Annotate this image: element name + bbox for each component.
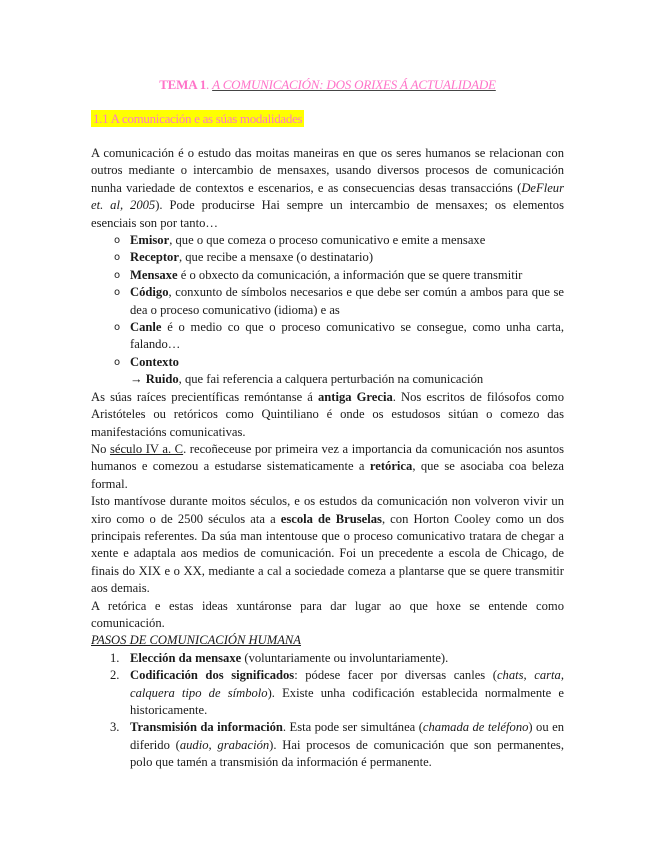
bold-text: antiga Grecia bbox=[317, 389, 393, 404]
text: , con Horton Cooley como un dos principais referentes. Da súa man intentouse que o proceso comunicativo tratara de chegar a xente e adaptala aos medios de comunicación. Foi un precedente a escola de Chicago, de finais do XIX e o XX, mediante a cal a sociedade comeza a plantarse que se quere transmitir aos demais. bbox=[91, 511, 564, 596]
italic-text: chats, carta, calquera tipo de símbolo bbox=[130, 668, 564, 700]
document-body bbox=[91, 145, 564, 772]
paragraph-seculo bbox=[91, 441, 564, 493]
text: : pódese facer por diversas canles ( bbox=[294, 668, 497, 683]
intro-text-end: ). Pode producirse Hai sempre un intercambio de mensaxes; os elementos esenciais son por tanto… bbox=[91, 198, 565, 230]
term: Transmisión da información bbox=[130, 720, 283, 735]
text: . Nos escritos de filósofos como Aristóteles ou retóricos como Quintiliano é onde os estudosos sitúan o comezo das manifestacións comunicativas. bbox=[91, 389, 564, 439]
list-item bbox=[91, 354, 564, 371]
text: (voluntariamente ou involuntariamente). bbox=[241, 650, 449, 665]
title-prefix: TEMA 1 bbox=[159, 77, 207, 92]
list-item bbox=[91, 232, 564, 249]
text: ) ou en diferido ( bbox=[130, 720, 564, 752]
text: , que se asociaba coa beleza formal. bbox=[91, 459, 564, 491]
bold-text: retórica bbox=[369, 459, 413, 474]
desc: , conxunto de símbolos necesarios e que debe ser común a ambos para que se dea o proceso comunicativo (idioma) e as bbox=[130, 285, 564, 317]
title-separator: . bbox=[206, 77, 213, 92]
list-item bbox=[91, 667, 564, 719]
list-item bbox=[91, 249, 564, 266]
steps-heading: PASOS DE COMUNICACIÓN HUMANA bbox=[91, 633, 302, 648]
paragraph-grecia bbox=[91, 389, 564, 441]
italic-text: audio, grabación bbox=[179, 737, 270, 752]
term: Receptor bbox=[130, 250, 179, 265]
term: Contexto bbox=[130, 354, 179, 369]
term: Código bbox=[130, 285, 169, 300]
text: ). Existe unha codificación establecida normalmente e historicamente. bbox=[130, 685, 565, 717]
term: Codificación dos significados bbox=[130, 668, 295, 683]
text: . recoñeceuse por primeira vez a importancia da comunicación nos asuntos humanos e comezou a estudarse sistematicamente a bbox=[91, 441, 564, 474]
list-item bbox=[91, 719, 564, 771]
term: Canle bbox=[130, 320, 162, 335]
noise-line bbox=[91, 371, 564, 388]
term: Ruido bbox=[145, 372, 179, 387]
desc: é o medio co que o proceso comunicativo se consegue, como unha carta, falando… bbox=[130, 320, 564, 352]
underlined-text: século IV a. C bbox=[109, 441, 184, 456]
term: Mensaxe bbox=[130, 267, 178, 282]
section-heading: 1.1 A comunicación e as súas modalidades bbox=[93, 111, 303, 126]
bold-text: escola de Bruselas bbox=[280, 511, 382, 526]
desc: , que fai referencia a calquera perturbación na comunicación bbox=[178, 372, 484, 387]
desc: , que o que comeza o proceso comunicativo e emite a mensaxe bbox=[169, 233, 486, 248]
desc: , que recibe a mensaxe (o destinatario) bbox=[178, 250, 374, 265]
number: 3. bbox=[110, 720, 120, 735]
steps-list bbox=[91, 650, 564, 772]
desc: é o obxecto da comunicación, a información que se quere transmitir bbox=[177, 267, 523, 282]
term: Elección da mensaxe bbox=[130, 650, 242, 665]
text: ). Hai procesos de comunicación que son permanentes, polo que tamén a transmisión da información é permanente. bbox=[130, 737, 564, 770]
list-item bbox=[91, 284, 564, 319]
intro-paragraph bbox=[91, 145, 564, 232]
number: 1. bbox=[110, 650, 120, 665]
page-title bbox=[0, 76, 655, 93]
text: No bbox=[91, 441, 110, 456]
list-item bbox=[91, 319, 564, 354]
text: Isto mantívose durante moitos séculos, e os estudos da comunicación non volveron vivir un xiro como o de 2500 séculos ata a bbox=[91, 494, 564, 526]
list-item bbox=[91, 267, 564, 284]
italic-text: chamada de teléfono bbox=[422, 720, 529, 735]
text: . Esta pode ser simultánea ( bbox=[282, 720, 423, 735]
intro-text: A comunicación é o estudo das moitas maneiras en que os seres humanos se relacionan con outros mediante o intercambio de mensaxes, usando diversos procesos de comunicación nunha variedade de contextos e escenarios, e as consecuencias desas transaccións ( bbox=[91, 146, 564, 195]
paragraph-bruselas bbox=[91, 493, 564, 597]
list-item bbox=[91, 650, 564, 667]
citation: DeFleur et. al, 2005 bbox=[91, 180, 564, 213]
term: Emisor bbox=[130, 233, 170, 248]
number: 2. bbox=[110, 668, 120, 683]
title-subtitle: A COMUNICACIÓN: DOS ORIXES Á ACTUALIDADE bbox=[212, 77, 496, 92]
elements-list bbox=[91, 232, 564, 371]
text: As súas raíces precientíficas remóntanse á bbox=[91, 389, 318, 404]
paragraph-retorica: A retórica e estas ideas xuntáronse para dar lugar ao que hoxe se entende como comunicación. bbox=[91, 598, 564, 630]
arrow-icon: → bbox=[130, 372, 146, 387]
